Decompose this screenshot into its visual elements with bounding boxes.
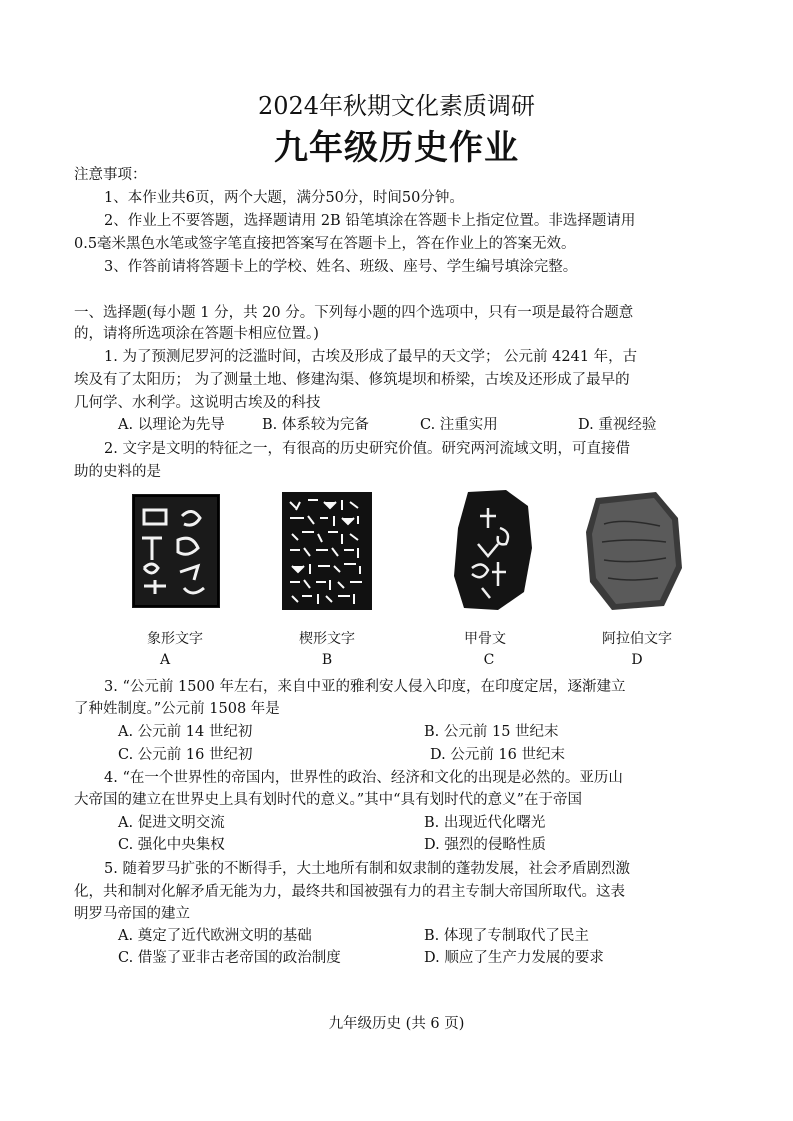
q1-option-d[interactable]: D. 重视经验 [578, 417, 657, 433]
q4-option-b[interactable]: B. 出现近代化曙光 [424, 815, 546, 831]
image-option-d[interactable]: D [631, 652, 643, 668]
q2-stem: 2. 文字是文明的特征之一，有很高的历史研究价值。研究两河流域文明，可直接借 [104, 441, 630, 457]
q5-stem-2: 化，共和制对化解矛盾无能为力，最终共和国被强有力的君主专制大帝国所取代。这表 [74, 884, 625, 900]
q3-option-d[interactable]: D. 公元前 16 世纪末 [430, 747, 565, 763]
notice-item-1: 1、本作业共6页，两个大题，满分50分，时间50分钟。 [104, 190, 464, 206]
hieroglyph-image [128, 488, 224, 618]
q5-option-d[interactable]: D. 顺应了生产力发展的要求 [424, 950, 604, 966]
q5-stem: 5. 随着罗马扩张的不断得手，大土地所有制和奴隶制的蓬勃发展，社会矛盾剧烈激 [104, 861, 630, 877]
q1-stem-2: 埃及有了太阳历； 为了测量土地、修建沟渠、修筑堤坝和桥梁，古埃及还形成了最早的 [74, 372, 630, 388]
notice-item-2-cont: 0.5毫米黑色水笔或签字笔直接把答案写在答题卡上，答在作业上的答案无效。 [74, 236, 576, 252]
q4-option-d[interactable]: D. 强烈的侵略性质 [424, 837, 546, 853]
image-option-c[interactable]: C [483, 652, 495, 668]
q4-stem: 4. “在一个世界性的帝国内，世界性的政治、经济和文化的出现是必然的。亚历山 [104, 770, 623, 786]
q5-option-c[interactable]: C. 借鉴了亚非古老帝国的政治制度 [118, 950, 341, 966]
image-option-a[interactable]: A [159, 652, 171, 668]
q1-stem-3: 几何学、水利学。这说明古埃及的科技 [74, 395, 321, 411]
image-caption-c: 甲骨文 [464, 631, 506, 647]
image-caption-a: 象形文字 [147, 631, 203, 647]
q3-stem: 3. “公元前 1500 年左右，来自中亚的雅利安人侵入印度，在印度定居，逐渐建立 [104, 679, 626, 695]
q5-stem-3: 明罗马帝国的建立 [74, 906, 190, 922]
q3-option-a[interactable]: A. 公元前 14 世纪初 [118, 724, 253, 740]
q5-option-a[interactable]: A. 奠定了近代欧洲文明的基础 [118, 928, 312, 944]
q1-option-a[interactable]: A. 以理论为先导 [118, 417, 225, 433]
q4-option-a[interactable]: A. 促进文明交流 [118, 815, 225, 831]
arabic-script-image [582, 488, 686, 618]
image-caption-d: 阿拉伯文字 [602, 631, 672, 647]
image-caption-b: 楔形文字 [299, 631, 355, 647]
q5-option-b[interactable]: B. 体现了专制取代了民主 [424, 928, 589, 944]
notice-heading: 注意事项： [74, 167, 147, 183]
exam-subtitle: 九年级历史作业 [274, 128, 519, 168]
cuneiform-image [278, 488, 376, 618]
page-footer: 九年级历史 (共 6 页) [328, 1016, 465, 1032]
notice-item-3: 3、作答前请将答题卡上的学校、姓名、班级、座号、学生编号填涂完整。 [104, 259, 578, 275]
q4-option-c[interactable]: C. 强化中央集权 [118, 837, 225, 853]
q4-stem-2: 大帝国的建立在世界史上具有划时代的意义。”其中“具有划时代的意义”在于帝国 [74, 792, 582, 808]
exam-title: 2024年秋期文化素质调研 [257, 92, 536, 120]
q1-option-c[interactable]: C. 注重实用 [420, 417, 498, 433]
section1-intro: 一、选择题(每小题 1 分，共 20 分。下列每小题的四个选项中，只有一项是最符合题意 [74, 305, 634, 321]
q1-stem: 1. 为了预测尼罗河的泛滥时间，古埃及形成了最早的天文学； 公元前 4241 年，古 [104, 349, 638, 365]
notice-item-2: 2、作业上不要答题，选择题请用 2B 铅笔填涂在答题卡上指定位置。非选择题请用 [104, 213, 636, 229]
q3-stem-2: 了种姓制度。”公元前 1508 年是 [74, 701, 280, 717]
oracle-bone-image [448, 488, 538, 618]
image-option-b[interactable]: B [321, 652, 333, 668]
q3-option-b[interactable]: B. 公元前 15 世纪末 [424, 724, 559, 740]
q1-option-b[interactable]: B. 体系较为完备 [262, 417, 369, 433]
section1-intro-cont: 的，请将所选项涂在答题卡相应位置。) [74, 326, 319, 342]
q3-option-c[interactable]: C. 公元前 16 世纪初 [118, 747, 253, 763]
q2-stem-2: 助的史料的是 [74, 464, 161, 480]
